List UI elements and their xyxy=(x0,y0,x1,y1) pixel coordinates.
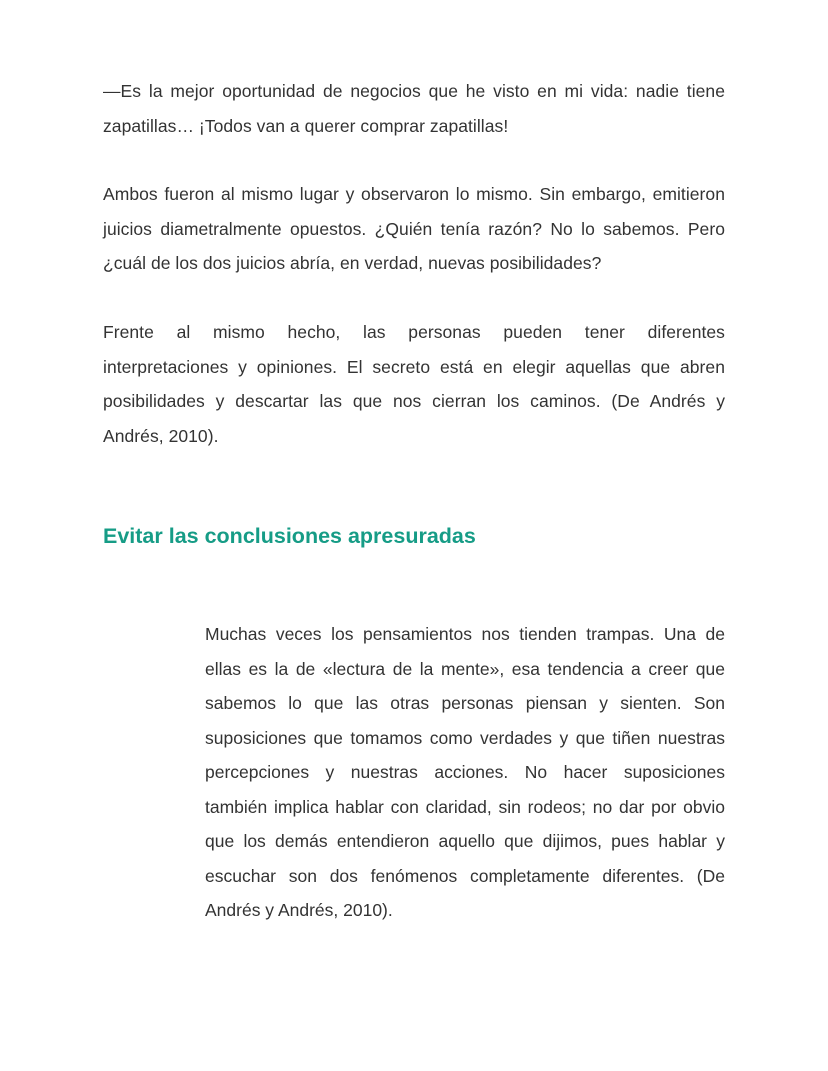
quote-line: escuchar son dos fenómenos completamente diferentes. (De xyxy=(205,865,725,886)
quote-line: sabemos lo que las otras personas piensan y sienten. Son xyxy=(205,693,725,713)
text-line: —Es la mejor oportunidad de negocios que he visto en mi vida: nadie tiene xyxy=(103,81,725,101)
quote-line: también implica hablar con claridad, sin rodeos; no dar por obvio xyxy=(205,796,725,817)
quote-line: ellas es la de «lectura de la mente», esa tendencia a creer que xyxy=(205,658,725,679)
text-line: ¿cuál de los dos juicios abría, en verdad, nuevas posibilidades? xyxy=(103,253,602,273)
section-heading: Evitar las conclusiones apresuradas xyxy=(103,524,476,548)
text-line: Andrés, 2010). xyxy=(103,425,219,446)
quote-line: percepciones y nuestras acciones. No hacer suposiciones xyxy=(205,762,725,782)
text-line: juicios diametralmente opuestos. ¿Quién tenía razón? No lo sabemos. Pero xyxy=(103,218,725,239)
quote-line: que los demás entendieron aquello que dijimos, pues hablar y xyxy=(205,831,725,851)
text-line: interpretaciones y opiniones. El secreto está en elegir aquellas que abren xyxy=(103,356,725,377)
block-quote xyxy=(205,617,725,928)
text-line: Ambos fueron al mismo lugar y observaron lo mismo. Sin embargo, emitieron xyxy=(103,184,725,204)
text-line: zapatillas… ¡Todos van a querer comprar zapatillas! xyxy=(103,115,509,136)
quote-line: Andrés y Andrés, 2010). xyxy=(205,900,393,920)
paragraph-interpretations xyxy=(103,315,725,453)
quote-line: Muchas veces los pensamientos nos tienden trampas. Una de xyxy=(205,624,725,644)
text-line: posibilidades y descartar las que nos cierran los caminos. (De Andrés y xyxy=(103,391,725,411)
text-line: Frente al mismo hecho, las personas pueden tener diferentes xyxy=(103,322,725,342)
paragraph-observation xyxy=(103,177,725,281)
paragraph-dialogue xyxy=(103,74,725,143)
quote-line: suposiciones que tomamos como verdades y que tiñen nuestras xyxy=(205,727,725,748)
